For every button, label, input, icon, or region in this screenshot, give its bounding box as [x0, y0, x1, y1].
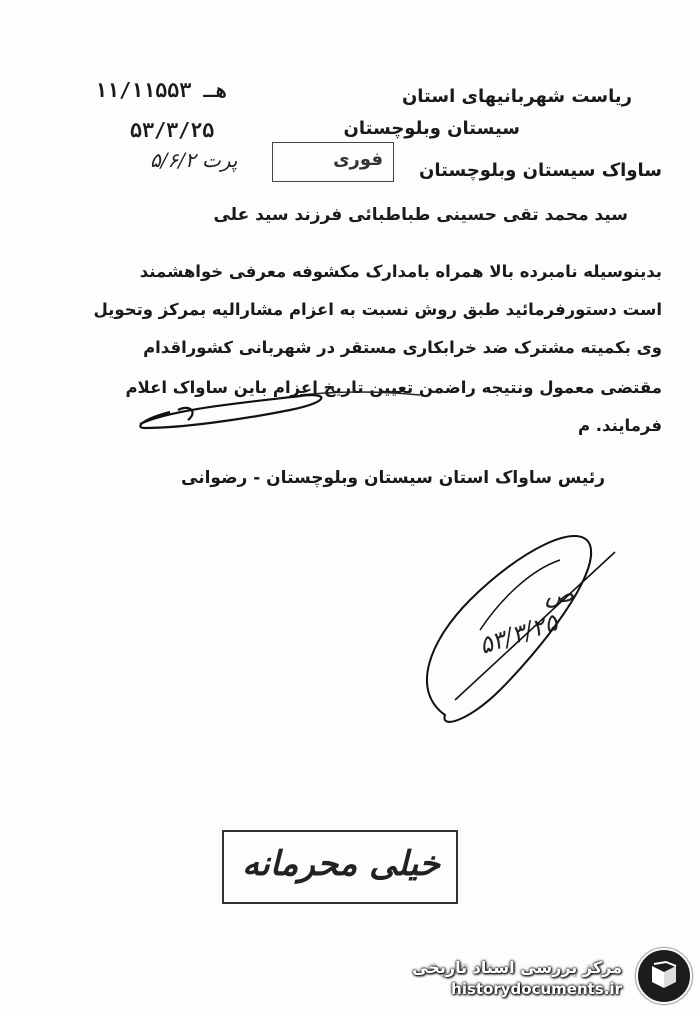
subject-line: سید محمد تقی حسینی طباطبائی فرزند سید علی	[213, 205, 628, 225]
watermark-url: historydocuments.ir	[451, 980, 622, 998]
body-line-4: مقتضی معمول ونتیجه راضمن تعیین تاریخ اعزام باین ساواک اعلام	[125, 378, 662, 397]
book-logo-icon	[636, 948, 692, 1004]
signature-scribble	[140, 395, 321, 428]
approval-stroke	[455, 552, 615, 700]
signature-flourish	[178, 408, 193, 420]
approval-loop	[427, 536, 591, 722]
handwritten-mark: ص	[545, 580, 575, 608]
reference-number: ۱۱/۱۱۵۵۳ هـ	[95, 78, 228, 102]
watermark-title: مرکز بررسی اسناد تاریخی	[412, 958, 622, 977]
priority-stamp-text: فوری	[333, 149, 383, 170]
addressee-line-2: سیستان وبلوچستان	[343, 118, 520, 139]
body-line-5: فرمایند. م	[577, 416, 662, 435]
handwritten-date: ۵۳/۳/۲۵	[475, 608, 561, 660]
body-line-3: وی بکمیته مشترک ضد خرابکاری مستقر در شهربانی کشوراقدام	[143, 338, 662, 357]
handwritten-note: پرت ۵/۶/۲	[150, 148, 238, 172]
reference-date: ۵۳/۳/۲۵	[130, 118, 215, 142]
approval-stroke-2	[480, 560, 560, 630]
signature-line: رئیس ساواک استان سیستان وبلوچستان - رضوانی	[181, 468, 605, 488]
sender-line: ساواک سیستان وبلوچستان	[419, 160, 662, 181]
body-line-2: است دستورفرمائید طبق روش نسبت به اعزام مشارالیه بمرکز وتحویل	[93, 300, 662, 319]
classification-stamp-text: خیلی محرمانه	[242, 844, 440, 884]
addressee-line-1: ریاست شهربانیهای استان	[401, 86, 632, 107]
body-line-1: بدینوسیله نامبرده بالا همراه بامدارک مکشوفه معرفی خواهشمند	[139, 262, 662, 281]
